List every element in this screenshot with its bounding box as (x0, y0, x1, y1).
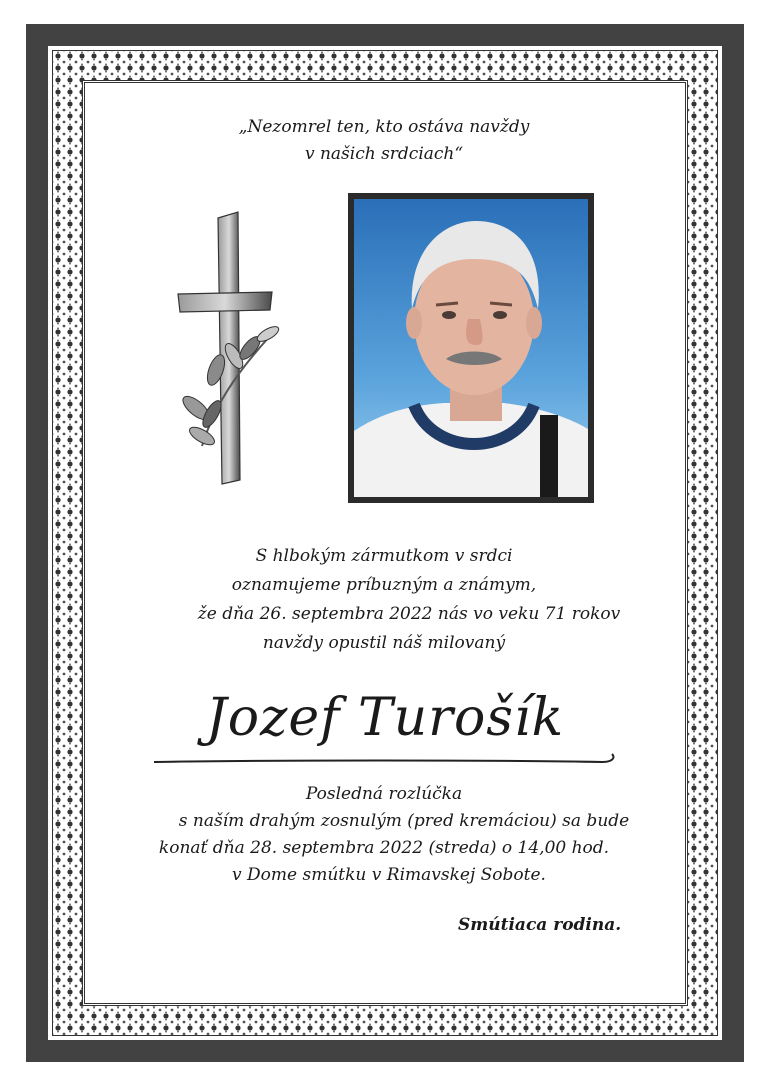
farewell-line-1: Posledná rozlúčka (305, 784, 463, 804)
farewell-line-4: v Dome smútku v Rimavskej Sobote. (232, 865, 546, 885)
deceased-name (150, 688, 620, 748)
farewell-line-3: konať dňa 28. septembra 2022 (streda) o 14,00 hod. (158, 838, 610, 858)
announcement-line-3: že dňa 26. septembra 2022 nás vo veku 71 rokov (197, 604, 621, 624)
name-underline-flourish (150, 688, 620, 778)
announcement-line-2: oznamujeme príbuzným a známym, (231, 575, 537, 595)
farewell-text (0, 781, 768, 889)
announcement-line-4: navždy opustil náš milovaný (262, 633, 506, 653)
announcement-line-1: S hlbokým zármutkom v srdci (255, 546, 513, 566)
announcement-text (0, 542, 768, 658)
deceased-name-text: Jozef Turošík (205, 688, 565, 748)
quote-line-2: v našich srdciach“ (304, 144, 464, 164)
farewell-line-2: s naším drahým zosnulým (pred kremáciou) sa bude (178, 811, 630, 831)
cross-with-olive-branch-icon (172, 208, 292, 488)
portrait-photo (354, 199, 588, 497)
quote-line-1: „Nezomrel ten, kto ostáva navždy (238, 117, 530, 137)
memorial-quote (0, 114, 768, 168)
family-signature: Smútiaca rodina. (458, 915, 622, 935)
